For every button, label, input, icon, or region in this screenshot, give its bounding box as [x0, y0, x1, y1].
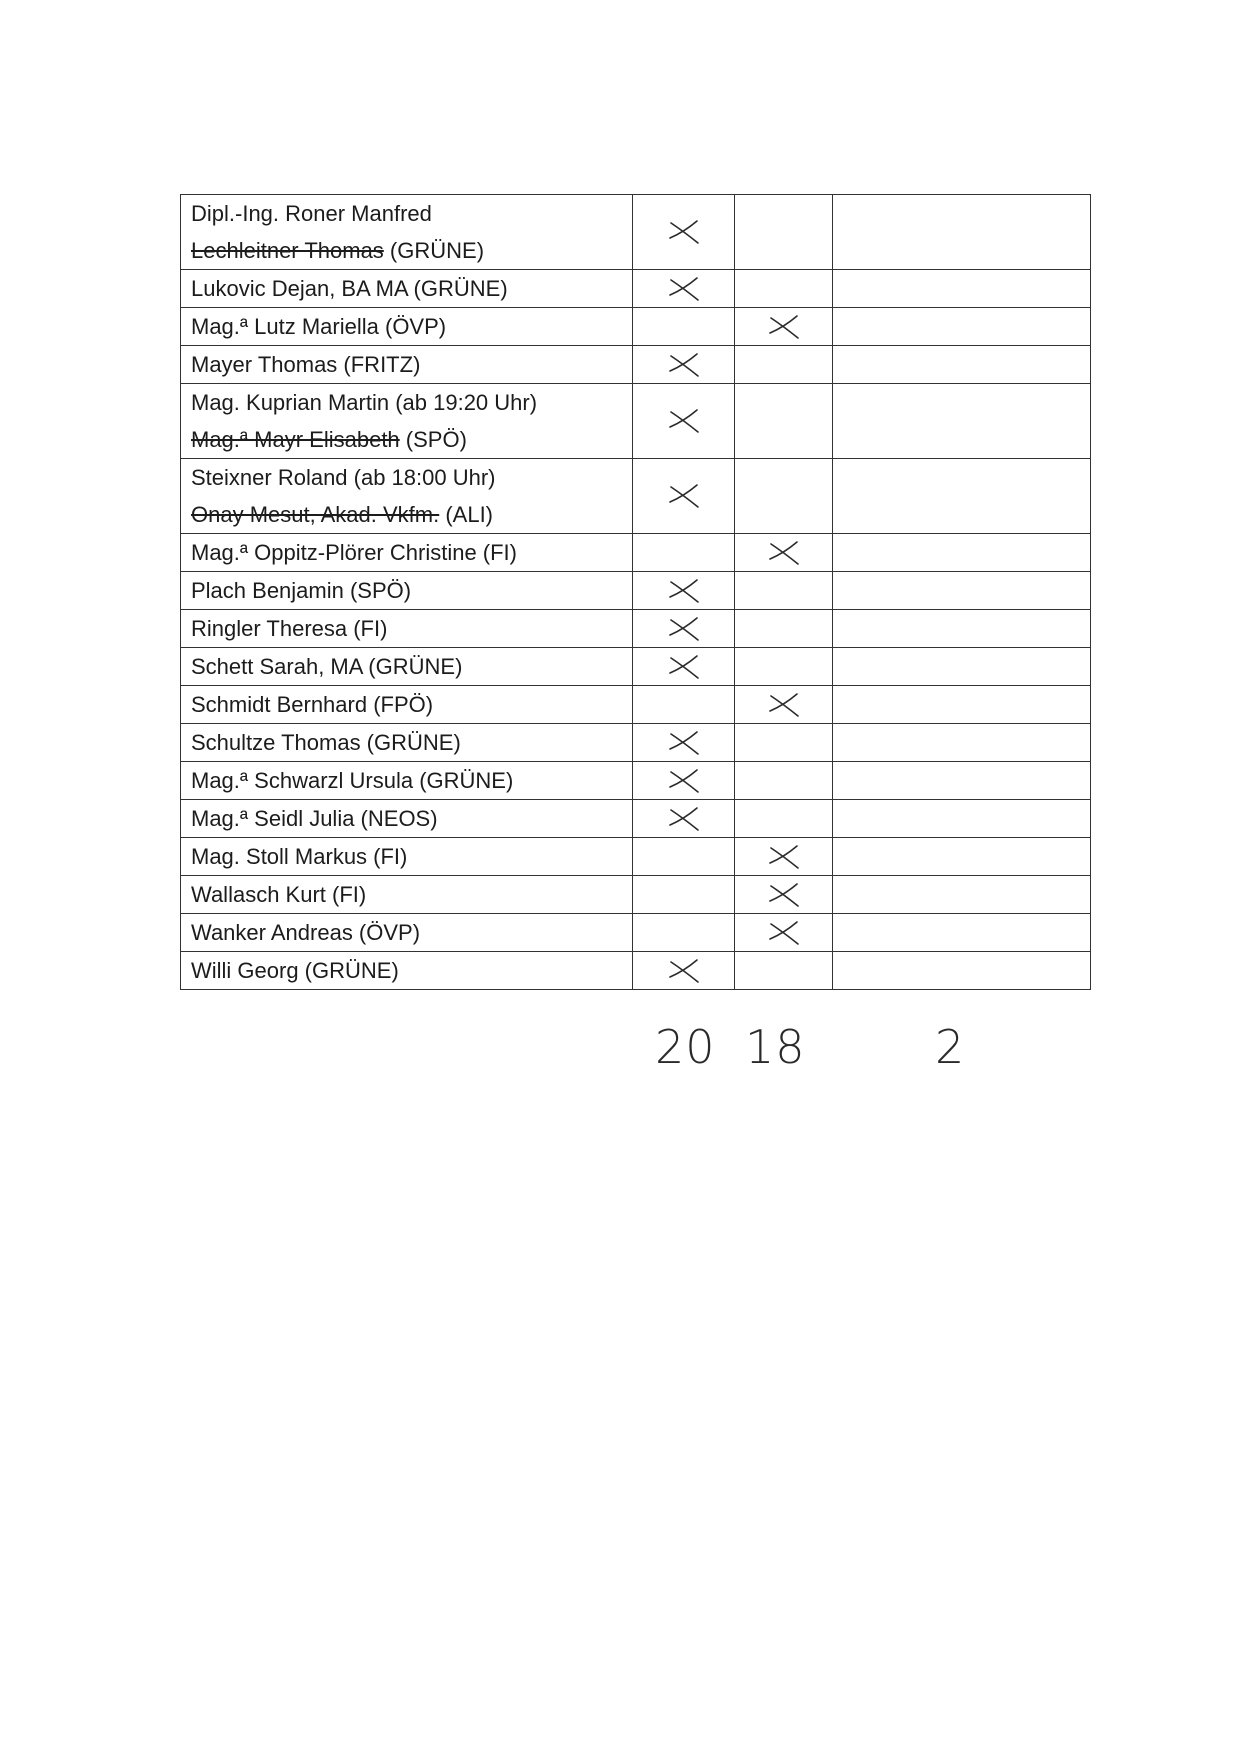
member-name-cell — [181, 648, 633, 686]
table-row — [181, 459, 1091, 534]
cross-mark-icon — [667, 805, 701, 833]
member-name-text: Mayer Thomas (FRITZ) — [191, 352, 421, 377]
vote-cell-column-2 — [735, 384, 833, 459]
vote-cell-column-3 — [833, 648, 1091, 686]
member-name-line — [191, 914, 622, 951]
table-row — [181, 838, 1091, 876]
vote-cell-column-1 — [633, 724, 735, 762]
struck-name: Lechleitner Thomas — [191, 238, 384, 263]
member-name-text: Mag.ª Seidl Julia (NEOS) — [191, 806, 438, 831]
member-name-text: Wallasch Kurt (FI) — [191, 882, 367, 907]
tally-column-2: 18 — [745, 1020, 806, 1074]
cross-mark-icon — [667, 482, 701, 510]
member-name-text: Mag. Kuprian Martin (ab 19:20 Uhr) — [191, 390, 538, 415]
member-name-cell — [181, 838, 633, 876]
table-row — [181, 914, 1091, 952]
vote-cell-column-3 — [833, 838, 1091, 876]
vote-cell-column-1 — [633, 534, 735, 572]
table-row — [181, 195, 1091, 270]
vote-cell-column-1 — [633, 308, 735, 346]
vote-cell-column-2 — [735, 914, 833, 952]
cross-mark-icon — [667, 615, 701, 643]
member-name-line — [191, 724, 622, 761]
member-name-text: (GRÜNE) — [383, 238, 485, 263]
table-row — [181, 876, 1091, 914]
tally-column-1: 20 — [655, 1020, 716, 1074]
vote-cell-column-3 — [833, 686, 1091, 724]
vote-cell-column-1 — [633, 876, 735, 914]
cross-mark-icon — [767, 313, 801, 341]
cross-mark-icon — [767, 881, 801, 909]
struck-name: Onay Mesut, Akad. Vkfm. — [191, 502, 440, 527]
member-name-text: Schultze Thomas (GRÜNE) — [191, 730, 461, 755]
vote-cell-column-2 — [735, 952, 833, 990]
member-name-cell — [181, 952, 633, 990]
member-name-cell — [181, 914, 633, 952]
member-name-text: Plach Benjamin (SPÖ) — [191, 578, 412, 603]
member-name-text: Mag. Stoll Markus (FI) — [191, 844, 408, 869]
vote-cell-column-3 — [833, 534, 1091, 572]
member-name-text: (SPÖ) — [399, 427, 467, 452]
vote-cell-column-2 — [735, 610, 833, 648]
table-row — [181, 952, 1091, 990]
vote-cell-column-3 — [833, 800, 1091, 838]
vote-cell-column-1 — [633, 346, 735, 384]
table-row — [181, 724, 1091, 762]
member-name-text: Lukovic Dejan, BA MA (GRÜNE) — [191, 276, 508, 301]
table-row — [181, 686, 1091, 724]
member-name-line — [191, 195, 622, 232]
cross-mark-icon — [767, 691, 801, 719]
table-row — [181, 270, 1091, 308]
vote-cell-column-1 — [633, 195, 735, 270]
cross-mark-icon — [667, 218, 701, 246]
struck-name: Mag.ª Mayr Elisabeth — [191, 427, 400, 452]
table-row — [181, 762, 1091, 800]
tally-column-3: 2 — [935, 1020, 966, 1074]
member-name-cell — [181, 610, 633, 648]
member-name-cell — [181, 876, 633, 914]
member-name-line — [191, 232, 622, 269]
member-name-text: Mag.ª Oppitz-Plörer Christine (FI) — [191, 540, 517, 565]
table-row — [181, 308, 1091, 346]
member-name-line — [191, 384, 622, 421]
member-name-line — [191, 876, 622, 913]
member-name-line — [191, 610, 622, 647]
vote-cell-column-3 — [833, 914, 1091, 952]
vote-cell-column-1 — [633, 686, 735, 724]
member-name-cell — [181, 800, 633, 838]
vote-cell-column-3 — [833, 195, 1091, 270]
member-name-line — [191, 346, 622, 383]
member-name-line — [191, 648, 622, 685]
cross-mark-icon — [667, 351, 701, 379]
member-name-line — [191, 800, 622, 837]
table-row — [181, 572, 1091, 610]
vote-cell-column-1 — [633, 610, 735, 648]
cross-mark-icon — [667, 729, 701, 757]
vote-cell-column-3 — [833, 610, 1091, 648]
vote-cell-column-3 — [833, 270, 1091, 308]
member-name-cell — [181, 195, 633, 270]
vote-cell-column-2 — [735, 270, 833, 308]
table-row — [181, 346, 1091, 384]
member-name-line — [191, 952, 622, 989]
vote-cell-column-3 — [833, 346, 1091, 384]
member-name-text: Wanker Andreas (ÖVP) — [191, 920, 421, 945]
member-name-line — [191, 421, 622, 458]
vote-cell-column-2 — [735, 724, 833, 762]
cross-mark-icon — [667, 653, 701, 681]
member-name-line — [191, 838, 622, 875]
vote-cell-column-1 — [633, 648, 735, 686]
member-name-cell — [181, 308, 633, 346]
vote-cell-column-3 — [833, 308, 1091, 346]
vote-cell-column-1 — [633, 838, 735, 876]
member-name-cell — [181, 346, 633, 384]
vote-cell-column-1 — [633, 762, 735, 800]
member-name-text: Steixner Roland (ab 18:00 Uhr) — [191, 465, 496, 490]
vote-cell-column-1 — [633, 914, 735, 952]
vote-cell-column-1 — [633, 952, 735, 990]
member-name-text: Schmidt Bernhard (FPÖ) — [191, 692, 434, 717]
voting-table — [180, 194, 1091, 990]
member-name-line — [191, 270, 622, 307]
member-name-text: (ALI) — [439, 502, 494, 527]
member-name-cell — [181, 534, 633, 572]
cross-mark-icon — [767, 843, 801, 871]
vote-cell-column-2 — [735, 459, 833, 534]
member-name-line — [191, 572, 622, 609]
member-name-cell — [181, 270, 633, 308]
table-row — [181, 534, 1091, 572]
cross-mark-icon — [767, 539, 801, 567]
vote-cell-column-2 — [735, 346, 833, 384]
vote-cell-column-3 — [833, 572, 1091, 610]
cross-mark-icon — [667, 407, 701, 435]
vote-cell-column-3 — [833, 762, 1091, 800]
table-row — [181, 384, 1091, 459]
vote-cell-column-1 — [633, 572, 735, 610]
vote-cell-column-3 — [833, 459, 1091, 534]
member-name-text: Mag.ª Schwarzl Ursula (GRÜNE) — [191, 768, 514, 793]
member-name-line — [191, 308, 622, 345]
vote-cell-column-3 — [833, 952, 1091, 990]
vote-cell-column-1 — [633, 459, 735, 534]
vote-cell-column-2 — [735, 686, 833, 724]
cross-mark-icon — [667, 957, 701, 985]
member-name-line — [191, 762, 622, 799]
member-name-line — [191, 686, 622, 723]
cross-mark-icon — [667, 767, 701, 795]
voting-table-body — [181, 195, 1091, 990]
vote-cell-column-2 — [735, 308, 833, 346]
member-name-text: Ringler Theresa (FI) — [191, 616, 388, 641]
member-name-cell — [181, 724, 633, 762]
vote-cell-column-2 — [735, 572, 833, 610]
member-name-line — [191, 496, 622, 533]
member-name-cell — [181, 459, 633, 534]
vote-cell-column-2 — [735, 876, 833, 914]
member-name-text: Mag.ª Lutz Mariella (ÖVP) — [191, 314, 447, 339]
member-name-cell — [181, 384, 633, 459]
vote-cell-column-2 — [735, 762, 833, 800]
vote-cell-column-3 — [833, 876, 1091, 914]
vote-cell-column-1 — [633, 800, 735, 838]
member-name-cell — [181, 686, 633, 724]
vote-cell-column-2 — [735, 195, 833, 270]
cross-mark-icon — [767, 919, 801, 947]
vote-cell-column-1 — [633, 384, 735, 459]
vote-cell-column-3 — [833, 724, 1091, 762]
member-name-text: Dipl.-Ing. Roner Manfred — [191, 201, 432, 226]
vote-cell-column-2 — [735, 800, 833, 838]
table-row — [181, 610, 1091, 648]
member-name-cell — [181, 762, 633, 800]
cross-mark-icon — [667, 577, 701, 605]
member-name-cell — [181, 572, 633, 610]
vote-cell-column-1 — [633, 270, 735, 308]
table-row — [181, 648, 1091, 686]
vote-cell-column-2 — [735, 534, 833, 572]
table-row — [181, 800, 1091, 838]
vote-cell-column-2 — [735, 838, 833, 876]
member-name-line — [191, 459, 622, 496]
cross-mark-icon — [667, 275, 701, 303]
vote-cell-column-3 — [833, 384, 1091, 459]
member-name-line — [191, 534, 622, 571]
member-name-text: Willi Georg (GRÜNE) — [191, 958, 399, 983]
vote-cell-column-2 — [735, 648, 833, 686]
member-name-text: Schett Sarah, MA (GRÜNE) — [191, 654, 463, 679]
